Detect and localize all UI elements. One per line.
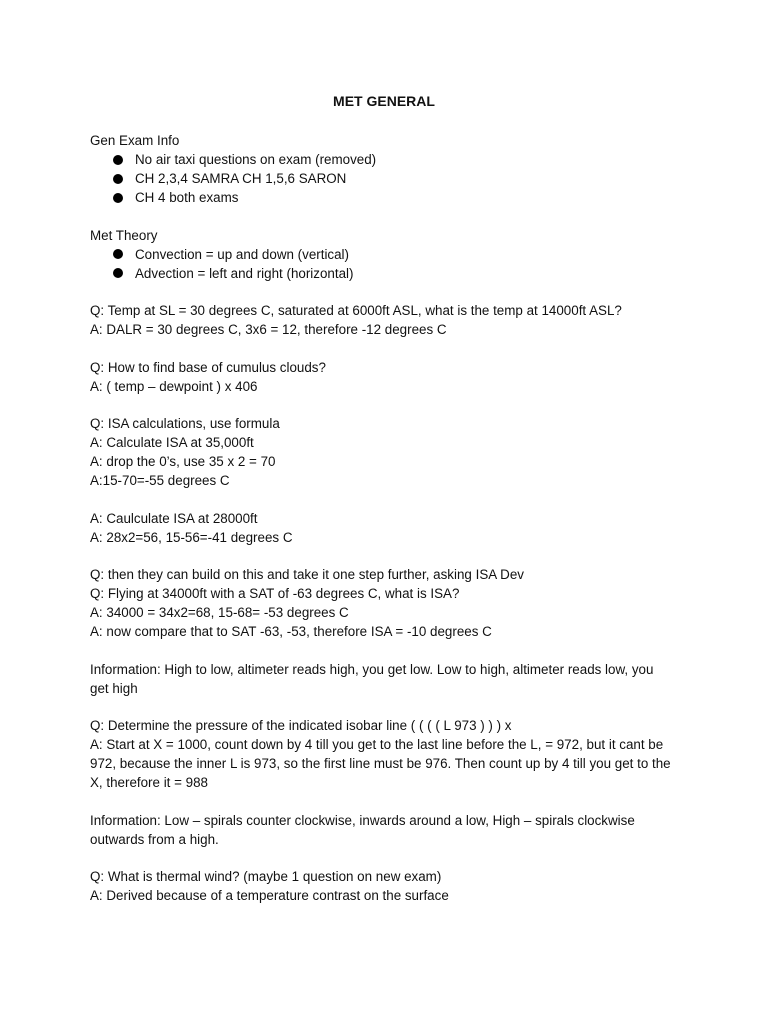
- qa-block-temp-at-sl: [90, 301, 675, 339]
- question-line: Q: then they can build on this and take it one step further, asking ISA Dev: [90, 567, 524, 582]
- document-body: [90, 131, 675, 905]
- met-theory-list: [90, 245, 675, 283]
- section-heading-met-theory: Met Theory: [90, 227, 158, 243]
- question-line: Q: What is thermal wind? (maybe 1 question on new exam): [90, 869, 442, 884]
- bullet-icon: [113, 249, 123, 259]
- question-line: Q: Flying at 34000ft with a SAT of -63 degrees C, what is ISA?: [90, 586, 460, 601]
- qa-block-cumulus-base: [90, 358, 675, 396]
- answer-line: A: drop the 0’s, use 35 x 2 = 70: [90, 454, 276, 469]
- information-paragraph: Information: High to low, altimeter reads high, you get low. Low to high, altimeter reads low, you get high: [90, 661, 654, 696]
- answer-line: A: ( temp – dewpoint ) x 406: [90, 378, 258, 394]
- answer-line: A: 28x2=56, 15-56=-41 degrees C: [90, 529, 293, 545]
- question-line: Q: ISA calculations, use formula: [90, 416, 280, 431]
- answer-paragraph: A: Start at X = 1000, count down by 4 till you get to the last line before the L, = 972, but it cant be 972, because the inner L is 973, so the first line must be 976. Then count up by 4 till you get to the X, therefore it = 988: [90, 737, 671, 790]
- list-item: Advection = left and right (horizontal): [90, 264, 675, 283]
- question-line: Q: Temp at SL = 30 degrees C, saturated at 6000ft ASL, what is the temp at 14000ft ASL?: [90, 303, 622, 318]
- gen-exam-info-list: [90, 150, 675, 207]
- list-item: No air taxi questions on exam (removed): [90, 150, 675, 169]
- qa-block-isa-28000: [90, 509, 675, 547]
- qa-block-isa-dev: [90, 565, 675, 641]
- list-item: CH 2,3,4 SAMRA CH 1,5,6 SARON: [90, 169, 675, 188]
- answer-line: A:15-70=-55 degrees C: [90, 473, 230, 488]
- bullet-icon: [113, 193, 123, 203]
- info-block-altimeter: [90, 660, 675, 698]
- qa-block-thermal-wind: [90, 867, 675, 905]
- bullet-icon: [113, 268, 123, 278]
- answer-line: A: now compare that to SAT -63, -53, therefore ISA = -10 degrees C: [90, 624, 492, 639]
- list-item: Convection = up and down (vertical): [90, 245, 675, 264]
- question-line: Q: Determine the pressure of the indicated isobar line ( ( ( ( L 973 ) ) ) x: [90, 718, 512, 733]
- answer-line: A: 34000 = 34x2=68, 15-68= -53 degrees C: [90, 605, 349, 620]
- section-heading-gen-exam-info: Gen Exam Info: [90, 133, 180, 148]
- document-title: MET GENERAL: [333, 93, 435, 109]
- info-block-spirals: [90, 811, 675, 849]
- question-line: Q: How to find base of cumulus clouds?: [90, 359, 326, 375]
- answer-line: A: Derived because of a temperature contrast on the surface: [90, 888, 449, 903]
- information-paragraph: Information: Low – spirals counter clockwise, inwards around a low, High – spirals clockwise outwards from a high.: [90, 812, 635, 847]
- answer-line: A: Caulculate ISA at 28000ft: [90, 510, 258, 526]
- bullet-icon: [113, 155, 123, 165]
- qa-block-isobar: [90, 716, 675, 792]
- qa-block-isa-calculations: [90, 414, 675, 490]
- bullet-icon: [113, 174, 123, 184]
- answer-line: A: DALR = 30 degrees C, 3x6 = 12, therefore -12 degrees C: [90, 322, 447, 337]
- answer-line: A: Calculate ISA at 35,000ft: [90, 435, 254, 450]
- list-item: CH 4 both exams: [90, 188, 675, 207]
